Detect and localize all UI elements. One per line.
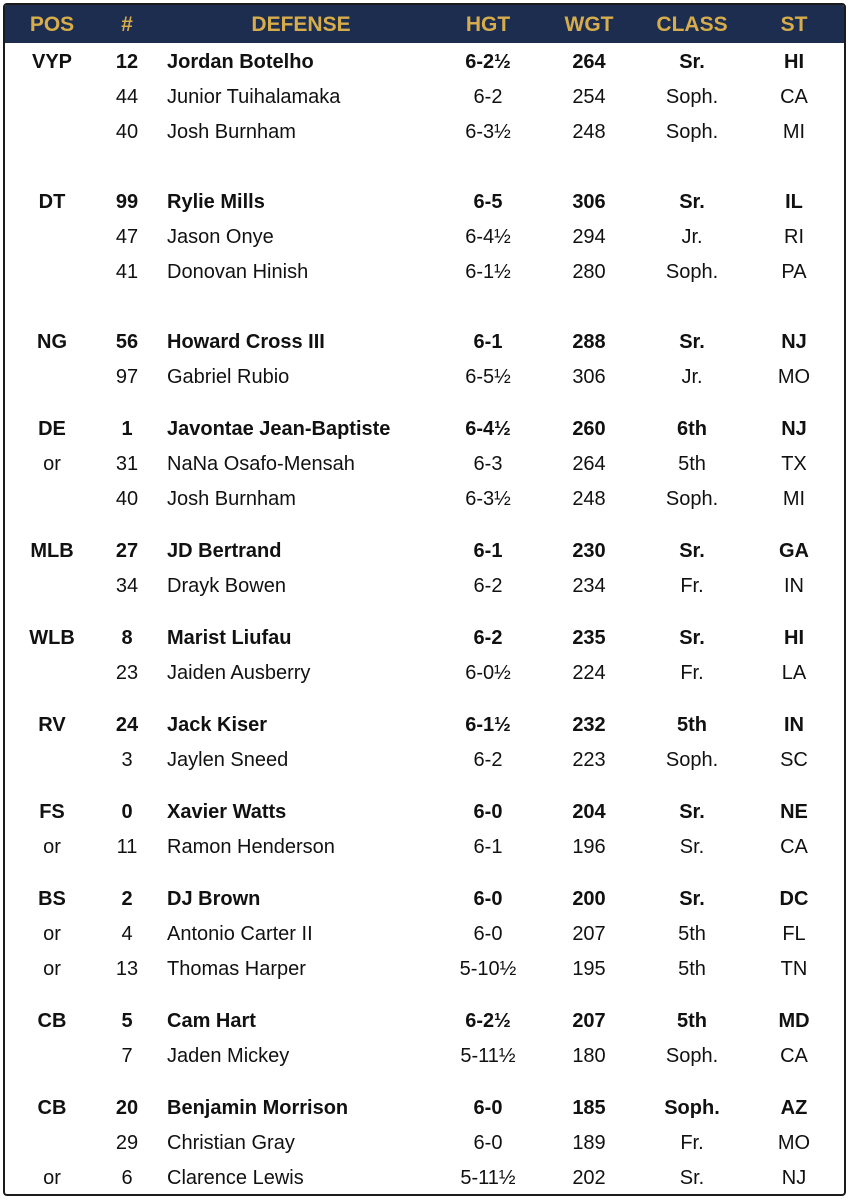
table-row [5, 80, 844, 115]
player-name-cell: Josh Burnham [167, 488, 296, 510]
height-cell: 6-5 [473, 191, 503, 213]
height-cell: 6-2 [473, 575, 503, 597]
number-cell: 23 [115, 662, 139, 684]
number-cell: 20 [115, 1097, 139, 1119]
position-cell: NG [37, 331, 67, 353]
height-cell: 5-11½ [460, 1167, 516, 1189]
state-cell: MI [782, 121, 806, 143]
player-name-cell: Jaiden Ausberry [167, 662, 311, 684]
state-cell: IL [785, 191, 803, 213]
class-cell: Sr. [679, 627, 705, 649]
weight-cell: 235 [572, 627, 606, 649]
header-state: ST [780, 13, 808, 36]
player-name-cell: Junior Tuihalamaka [167, 86, 341, 108]
position-cell: RV [38, 714, 66, 736]
state-cell: SC [780, 749, 808, 771]
player-name-cell: Josh Burnham [167, 121, 296, 143]
weight-cell: 294 [572, 226, 606, 248]
weight-cell: 224 [572, 662, 606, 684]
table-row [5, 325, 844, 360]
height-cell: 6-2 [473, 749, 503, 771]
position-cell: BS [38, 888, 66, 910]
player-name-cell: Rylie Mills [167, 191, 265, 213]
weight-cell: 264 [572, 453, 606, 475]
state-cell: NJ [781, 1167, 807, 1189]
state-cell: PA [781, 261, 807, 283]
table-row [5, 569, 844, 604]
table-header [5, 5, 844, 43]
number-cell: 1 [121, 418, 133, 440]
state-cell: MO [777, 1132, 811, 1154]
weight-cell: 207 [572, 923, 606, 945]
class-cell: 5th [678, 958, 706, 980]
weight-cell: 180 [572, 1045, 606, 1067]
class-cell: Sr. [679, 1167, 705, 1189]
position-cell [8, 1039, 96, 1074]
player-name-cell: Cam Hart [167, 1010, 256, 1032]
class-cell: Sr. [679, 540, 705, 562]
table-row [5, 1004, 844, 1039]
position-cell: DE [38, 418, 66, 440]
height-cell: 6-2 [473, 627, 503, 649]
weight-cell: 260 [572, 418, 606, 440]
position-cell: or [43, 1167, 61, 1189]
weight-cell: 306 [572, 191, 606, 213]
table-row [5, 621, 844, 656]
weight-cell: 189 [572, 1132, 606, 1154]
table-row [5, 795, 844, 830]
height-cell: 6-1½ [465, 714, 511, 736]
weight-cell: 200 [572, 888, 606, 910]
table-row [5, 917, 844, 952]
table-row [5, 1039, 844, 1074]
player-name-cell: Jason Onye [167, 226, 274, 248]
height-cell: 6-2½ [465, 51, 511, 73]
weight-cell: 196 [572, 836, 606, 858]
state-cell: AZ [780, 1097, 808, 1119]
class-cell: Soph. [665, 488, 719, 510]
position-cell: CB [37, 1010, 67, 1032]
height-cell: 6-4½ [465, 418, 511, 440]
header-pos: POS [29, 13, 75, 36]
player-name-cell: JD Bertrand [167, 540, 282, 562]
header-class: CLASS [656, 13, 728, 36]
table-row [5, 708, 844, 743]
state-cell: HI [784, 627, 804, 649]
position-cell: VYP [31, 51, 73, 73]
state-cell: MI [782, 488, 806, 510]
state-cell: NJ [781, 331, 807, 353]
height-cell: 6-3½ [465, 121, 511, 143]
number-cell: 2 [121, 888, 133, 910]
class-cell: Sr. [679, 836, 705, 858]
height-cell: 6-0 [473, 801, 503, 823]
state-cell: CA [780, 1045, 808, 1067]
weight-cell: 232 [572, 714, 606, 736]
position-cell: FS [39, 801, 65, 823]
height-cell: 6-0 [473, 1097, 503, 1119]
state-cell: IN [784, 714, 804, 736]
weight-cell: 207 [572, 1010, 606, 1032]
position-cell: or [43, 923, 61, 945]
position-cell [8, 220, 96, 255]
state-cell: FL [782, 923, 806, 945]
height-cell: 6-0 [473, 923, 503, 945]
class-cell: Fr. [680, 575, 704, 597]
player-name-cell: DJ Brown [167, 888, 261, 910]
number-cell: 40 [115, 121, 139, 143]
table-row [5, 1091, 844, 1126]
class-cell: Sr. [679, 801, 705, 823]
player-name-cell: Benjamin Morrison [167, 1097, 349, 1119]
height-cell: 6-4½ [465, 226, 511, 248]
state-cell: TX [781, 453, 807, 475]
number-cell: 7 [121, 1045, 133, 1067]
number-cell: 31 [115, 453, 139, 475]
weight-cell: 234 [572, 575, 606, 597]
class-cell: Fr. [680, 1132, 704, 1154]
table-row [5, 882, 844, 917]
player-name-cell: Donovan Hinish [167, 261, 309, 283]
class-cell: Jr. [681, 366, 703, 388]
table-row [5, 412, 844, 447]
state-cell: NJ [781, 418, 807, 440]
height-cell: 6-3½ [465, 488, 511, 510]
number-cell: 56 [115, 331, 139, 353]
weight-cell: 248 [572, 121, 606, 143]
number-cell: 47 [115, 226, 139, 248]
number-cell: 97 [115, 366, 139, 388]
table-row [5, 220, 844, 255]
height-cell: 6-1 [473, 540, 503, 562]
number-cell: 44 [115, 86, 139, 108]
table-row [5, 1161, 844, 1196]
weight-cell: 248 [572, 488, 606, 510]
position-cell: or [43, 453, 61, 475]
position-cell: CB [37, 1097, 67, 1119]
player-name-cell: Christian Gray [167, 1132, 295, 1154]
height-cell: 6-1 [473, 836, 503, 858]
position-cell [8, 255, 96, 290]
state-cell: HI [784, 51, 804, 73]
position-cell [8, 482, 96, 517]
class-cell: Soph. [665, 121, 719, 143]
position-cell [8, 80, 96, 115]
state-cell: MO [777, 366, 811, 388]
height-cell: 6-5½ [465, 366, 511, 388]
number-cell: 3 [121, 749, 133, 771]
position-cell [8, 360, 96, 395]
number-cell: 0 [121, 801, 133, 823]
class-cell: Sr. [679, 888, 705, 910]
depth-chart-table [3, 3, 846, 1196]
weight-cell: 223 [572, 749, 606, 771]
state-cell: CA [780, 836, 808, 858]
class-cell: Fr. [680, 662, 704, 684]
position-cell [8, 1126, 96, 1161]
number-cell: 13 [115, 958, 139, 980]
weight-cell: 195 [572, 958, 606, 980]
class-cell: 5th [677, 1010, 707, 1032]
position-cell [8, 569, 96, 604]
player-name-cell: Jack Kiser [167, 714, 268, 736]
class-cell: Soph. [665, 749, 719, 771]
height-cell: 6-0½ [465, 662, 511, 684]
player-name-cell: Antonio Carter II [167, 923, 313, 945]
number-cell: 99 [115, 191, 139, 213]
number-cell: 29 [115, 1132, 139, 1154]
player-name-cell: Marist Liufau [167, 627, 292, 649]
number-cell: 41 [115, 261, 139, 283]
position-cell: or [43, 958, 61, 980]
position-cell: or [43, 836, 61, 858]
player-name-cell: Jordan Botelho [167, 51, 314, 73]
number-cell: 8 [121, 627, 133, 649]
class-cell: Soph. [665, 261, 719, 283]
table-row [5, 743, 844, 778]
table-row [5, 656, 844, 691]
player-name-cell: Jaden Mickey [167, 1045, 290, 1067]
position-cell: MLB [30, 540, 74, 562]
position-cell: DT [38, 191, 66, 213]
height-cell: 6-1 [473, 331, 503, 353]
class-cell: Soph. [665, 86, 719, 108]
number-cell: 12 [115, 51, 139, 73]
state-cell: GA [779, 540, 809, 562]
table-row [5, 255, 844, 290]
table-row [5, 360, 844, 395]
position-cell [8, 656, 96, 691]
player-name-cell: Javontae Jean-Baptiste [167, 418, 391, 440]
weight-cell: 264 [572, 51, 606, 73]
state-cell: CA [780, 86, 808, 108]
weight-cell: 230 [572, 540, 606, 562]
state-cell: TN [780, 958, 808, 980]
height-cell: 5-11½ [460, 1045, 516, 1067]
height-cell: 5-10½ [459, 958, 517, 980]
header-defense: DEFENSE [251, 13, 351, 36]
table-row [5, 185, 844, 220]
state-cell: MD [778, 1010, 810, 1032]
class-cell: Sr. [679, 331, 705, 353]
state-cell: NE [780, 801, 808, 823]
class-cell: 5th [678, 923, 706, 945]
weight-cell: 288 [572, 331, 606, 353]
height-cell: 6-1½ [465, 261, 511, 283]
position-cell: WLB [29, 627, 75, 649]
height-cell: 6-0 [473, 1132, 503, 1154]
class-cell: Sr. [679, 191, 705, 213]
position-cell [8, 743, 96, 778]
player-name-cell: Gabriel Rubio [167, 366, 290, 388]
position-cell [8, 115, 96, 150]
weight-cell: 306 [572, 366, 606, 388]
weight-cell: 254 [572, 86, 606, 108]
weight-cell: 204 [572, 801, 606, 823]
player-name-cell: Howard Cross III [167, 331, 325, 353]
state-cell: LA [781, 662, 807, 684]
table-row [5, 45, 844, 80]
player-name-cell: NaNa Osafo-Mensah [167, 453, 355, 475]
player-name-cell: Jaylen Sneed [167, 749, 289, 771]
height-cell: 6-2 [473, 86, 503, 108]
height-cell: 6-2½ [465, 1010, 511, 1032]
state-cell: DC [779, 888, 809, 910]
weight-cell: 185 [572, 1097, 606, 1119]
player-name-cell: Clarence Lewis [167, 1167, 304, 1189]
player-name-cell: Ramon Henderson [167, 836, 335, 858]
header-weight: WGT [564, 13, 614, 36]
number-cell: 40 [115, 488, 139, 510]
table-row [5, 447, 844, 482]
header-height: HGT [465, 13, 511, 36]
state-cell: RI [784, 226, 804, 248]
table-row [5, 830, 844, 865]
number-cell: 27 [115, 540, 139, 562]
class-cell: Jr. [681, 226, 703, 248]
class-cell: 5th [677, 714, 707, 736]
height-cell: 6-0 [473, 888, 503, 910]
table-row [5, 952, 844, 987]
class-cell: Sr. [679, 51, 705, 73]
class-cell: 5th [678, 453, 706, 475]
number-cell: 24 [115, 714, 139, 736]
number-cell: 11 [116, 836, 138, 858]
number-cell: 4 [121, 923, 133, 945]
table-row [5, 1126, 844, 1161]
number-cell: 6 [121, 1167, 133, 1189]
height-cell: 6-3 [473, 453, 503, 475]
player-name-cell: Thomas Harper [167, 958, 306, 980]
class-cell: 6th [677, 418, 707, 440]
table-row [5, 534, 844, 569]
table-row [5, 115, 844, 150]
header-number: # [121, 13, 133, 36]
class-cell: Soph. [664, 1097, 720, 1119]
number-cell: 5 [121, 1010, 133, 1032]
class-cell: Soph. [665, 1045, 719, 1067]
weight-cell: 202 [572, 1167, 606, 1189]
player-name-cell: Xavier Watts [167, 801, 287, 823]
table-row [5, 482, 844, 517]
weight-cell: 280 [572, 261, 606, 283]
state-cell: IN [784, 575, 804, 597]
number-cell: 34 [115, 575, 139, 597]
player-name-cell: Drayk Bowen [167, 575, 286, 597]
